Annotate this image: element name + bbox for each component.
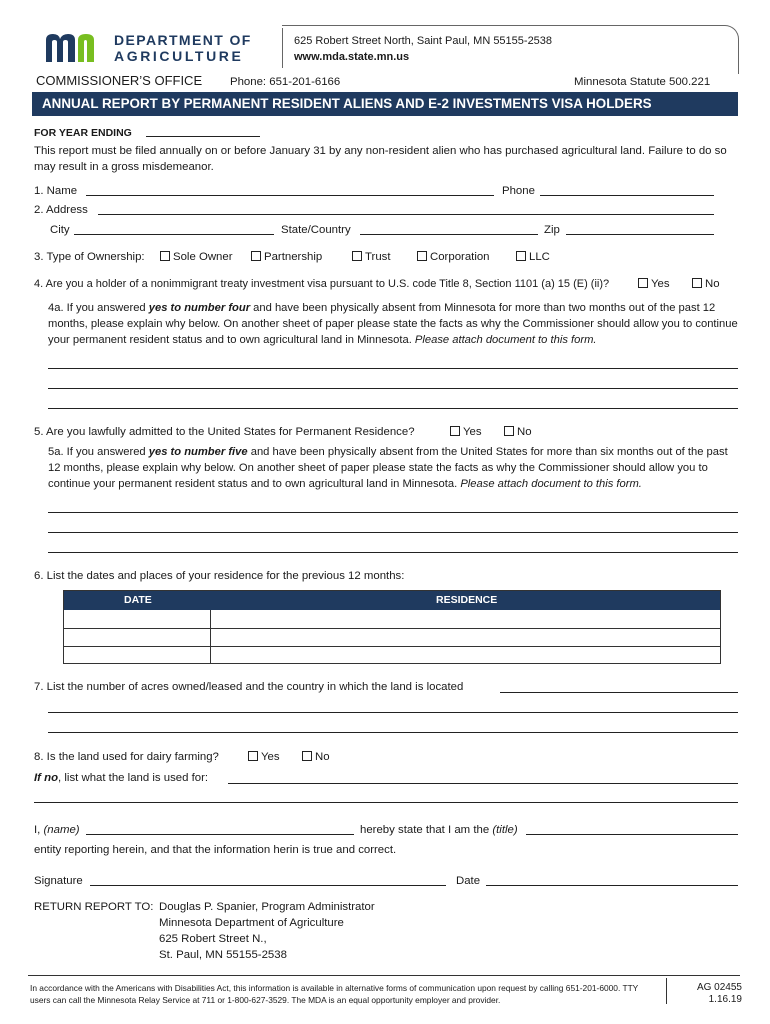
q5-yes[interactable]: Yes [450,425,482,439]
date-label: Date [456,875,481,887]
q8-label: 8. Is the land used for dairy farming? [34,751,219,763]
residence-date-cell[interactable] [64,647,210,664]
q8-if-no-label: If no, list what the land is used for: [34,772,209,784]
q5-no[interactable]: No [504,425,532,439]
q5-explain-line-2[interactable] [48,532,738,533]
statement-hereby: hereby state that I am the (title) [360,824,518,836]
q4-explain-line-2[interactable] [48,388,738,389]
q4-explain-line-3[interactable] [48,408,738,409]
q8-no[interactable]: No [302,750,330,764]
year-ending-field[interactable] [146,136,260,137]
header-phone: Phone: 651-201-6166 [230,76,341,88]
year-ending-label: FOR YEAR ENDING [34,127,132,139]
q7-label: 7. List the number of acres owned/leased and the country in which the land is located [34,681,464,693]
residence-table [63,590,721,664]
residence-place-cell[interactable] [211,647,720,664]
ownership-option-trust[interactable]: Trust [352,250,391,264]
zip-label: Zip [544,224,560,236]
dept-line1: DEPARTMENT OF [114,32,252,48]
q6-label: 6. List the dates and places of your residence for the previous 12 months: [34,570,405,582]
checkbox-icon [352,251,362,261]
return-label: RETURN REPORT TO: [34,901,154,913]
zip-field[interactable] [566,234,714,235]
statement-title-field[interactable] [526,834,738,835]
q4-no[interactable]: No [692,277,720,291]
checkbox-icon [516,251,526,261]
checkbox-icon [160,251,170,261]
checkbox-icon [248,751,258,761]
state-field[interactable] [360,234,538,235]
date-field[interactable] [486,885,738,886]
return-line-2: Minnesota Department of Agriculture [159,917,344,929]
ownership-label: 3. Type of Ownership: [34,251,145,263]
q5a-text: 5a. If you answered yes to number five and have been physically absent from the United States for more than six months out of the past 12 months, please explain why below. On another sheet of paper please state the facts as why the Commissioner should allow you to continue your permanent resident status and to own agricultural land in Minnesota. Please attach document to this form. [48,446,728,490]
checkbox-icon [692,278,702,288]
ownership-option-sole-owner[interactable]: Sole Owner [160,250,233,264]
state-label: State/Country [281,224,351,236]
form-title: ANNUAL REPORT BY PERMANENT RESIDENT ALIENS AND E-2 INVESTMENTS VISA HOLDERS [42,96,652,111]
phone-field[interactable] [540,195,714,196]
statement-i: I, (name) [34,824,80,836]
q4a-text: 4a. If you answered yes to number four and have been physically absent from Minnesota for more than two months out of the past 12 months, please explain why below. On another sheet of paper please state the facts as why the Commissioner should allow you to continue your permanent resident status and to own agricultural land in Minnesota. Please attach document to this form. [48,302,738,346]
q5-explain-line-3[interactable] [48,552,738,553]
checkbox-icon [251,251,261,261]
header-website: www.mda.state.mn.us [294,51,410,63]
q4-label: 4. Are you a holder of a nonimmigrant treaty investment visa pursuant to U.S. code Title 8, Section 1101 (a) 15 (E) (ii)? [34,278,610,290]
residence-place-cell[interactable] [211,610,720,628]
return-line-4: St. Paul, MN 55155-2538 [159,949,287,961]
checkbox-icon [417,251,427,261]
form-revision: 1.16.19 [708,994,742,1005]
q5-label: 5. Are you lawfully admitted to the United States for Permanent Residence? [34,426,415,438]
statement-name-field[interactable] [86,834,354,835]
mda-logo [44,30,274,64]
phone-label: Phone [502,185,535,197]
residence-place-cell[interactable] [211,629,720,646]
q5-explain-line-1[interactable] [48,512,738,513]
address-field[interactable] [98,214,714,215]
return-line-3: 625 Robert Street N., [159,933,267,945]
dept-line2: AGRICULTURE [114,48,244,64]
q8-land-use-line-2[interactable] [34,802,738,803]
header-address: 625 Robert Street North, Saint Paul, MN 55155-2538 [294,35,553,47]
q4-yes[interactable]: Yes [638,277,670,291]
ownership-option-corporation[interactable]: Corporation [417,250,490,264]
commissioners-office: COMMISSIONER’S OFFICE [36,73,203,88]
form-title-bar [32,92,738,116]
name-label: 1. Name [34,185,78,197]
residence-date-cell[interactable] [64,610,210,628]
statement-line2: entity reporting herein, and that the information herin is true and correct. [34,844,397,856]
footer-ada: In accordance with the Americans with Disabilities Act, this information is available in alternative forms of communication upon request by calling 651-201-6000. TTY users can call the Minnesota Relay Service at 711 or 1-800-627-3529. The MDA is an equal opportunity employer and provider. [30,983,639,1005]
signature-field[interactable] [90,885,446,886]
address-label: 2. Address [34,204,88,216]
return-line-1: Douglas P. Spanier, Program Administrator [159,901,375,913]
signature-label: Signature [34,875,83,887]
checkbox-icon [302,751,312,761]
ownership-option-llc[interactable]: LLC [516,250,550,264]
ownership-option-partnership[interactable]: Partnership [251,250,322,264]
residence-table-header [64,591,720,610]
footer-rule [28,975,740,976]
name-field[interactable] [86,195,494,196]
col-residence: RESIDENCE [436,594,498,606]
q4-explain-line-1[interactable] [48,368,738,369]
city-field[interactable] [74,234,274,235]
checkbox-icon [638,278,648,288]
form-number: AG 02455 [696,982,742,993]
q7-line-2[interactable] [48,712,738,713]
q7-line-3[interactable] [48,732,738,733]
checkbox-icon [450,426,460,436]
q7-field[interactable] [500,692,738,693]
footer-divider [666,978,667,1004]
intro-text: This report must be filed annually on or before January 31 by any non-resident alien who has purchased agricultural land. Failure to do so may result in a gross misdemeanor. [34,145,727,173]
q8-yes[interactable]: Yes [248,750,280,764]
mn-logo-icon [44,30,108,64]
q8-land-use-field[interactable] [228,783,738,784]
col-date: DATE [124,594,152,606]
statute: Minnesota Statute 500.221 [574,76,711,88]
city-label: City [50,224,70,236]
residence-date-cell[interactable] [64,629,210,646]
checkbox-icon [504,426,514,436]
